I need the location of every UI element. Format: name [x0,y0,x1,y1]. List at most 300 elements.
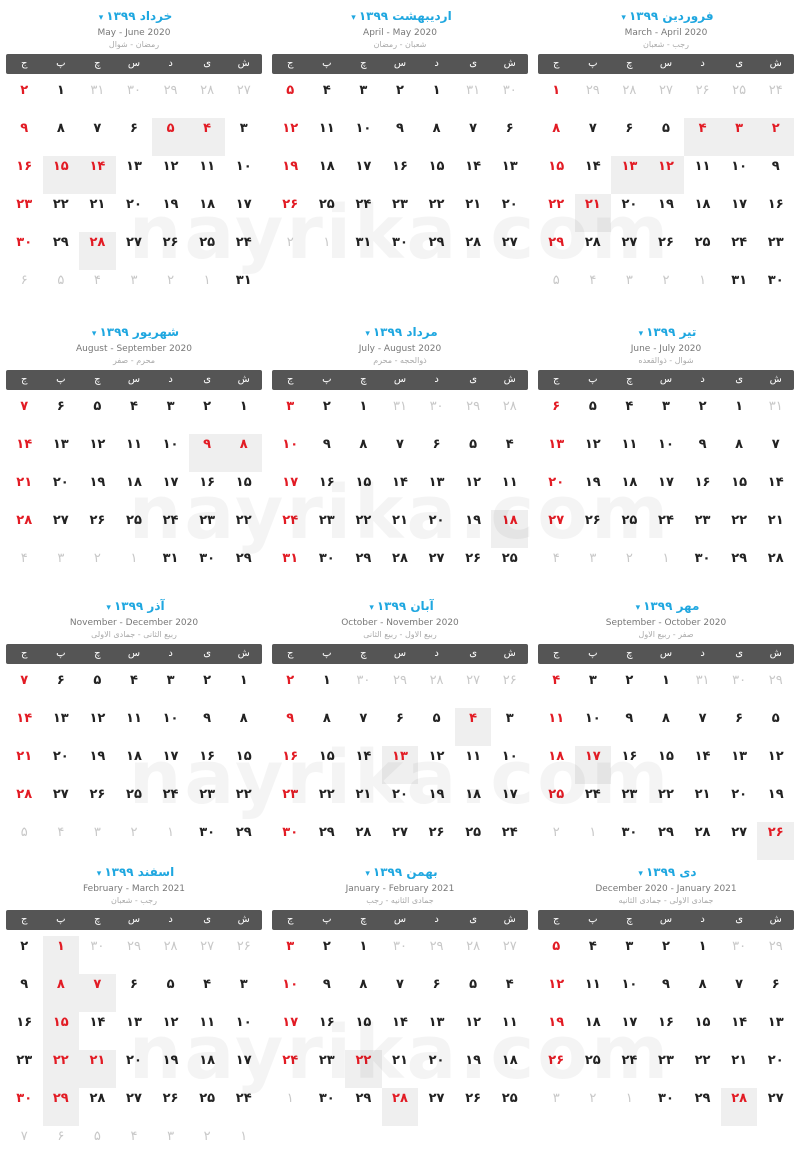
day-cell[interactable] [152,670,189,708]
day-cell[interactable] [152,434,189,472]
day-cell[interactable] [684,670,721,708]
day-cell[interactable] [684,1012,721,1050]
day-cell[interactable] [225,80,262,118]
day-cell[interactable] [79,156,116,194]
day-cell[interactable] [538,708,575,746]
day-cell[interactable] [6,510,43,548]
day-cell[interactable] [575,510,612,548]
day-cell[interactable] [79,118,116,156]
day-cell[interactable] [152,396,189,434]
day-cell[interactable] [418,156,455,194]
day-cell[interactable] [575,974,612,1012]
day-cell[interactable] [152,708,189,746]
day-cell[interactable] [43,1050,80,1088]
day-cell[interactable] [684,784,721,822]
day-cell[interactable] [648,156,685,194]
day-cell[interactable] [309,708,346,746]
day-cell[interactable] [345,822,382,860]
day-cell[interactable] [611,434,648,472]
day-cell[interactable] [757,1050,794,1088]
day-cell[interactable] [611,1050,648,1088]
day-cell[interactable] [43,822,80,860]
day-cell[interactable] [757,670,794,708]
day-cell[interactable] [491,822,528,860]
day-cell[interactable] [721,118,758,156]
day-cell[interactable] [684,232,721,270]
day-cell[interactable] [116,670,153,708]
day-cell[interactable] [6,270,43,308]
day-cell[interactable] [721,80,758,118]
day-cell[interactable] [382,232,419,270]
day-cell[interactable] [491,974,528,1012]
day-cell[interactable] [684,1088,721,1126]
day-cell[interactable] [43,670,80,708]
day-cell[interactable] [189,472,226,510]
day-cell[interactable] [538,118,575,156]
day-cell[interactable] [116,194,153,232]
day-cell[interactable] [272,510,309,548]
day-cell[interactable] [43,1126,80,1164]
day-cell[interactable] [272,434,309,472]
day-cell[interactable] [418,510,455,548]
day-cell[interactable] [43,708,80,746]
month-title-dropdown[interactable] [538,858,794,883]
day-cell[interactable] [418,1088,455,1126]
day-cell[interactable] [538,1088,575,1126]
day-cell[interactable] [345,1050,382,1088]
day-cell[interactable] [757,936,794,974]
day-cell[interactable] [721,156,758,194]
day-cell[interactable] [79,472,116,510]
day-cell[interactable] [79,396,116,434]
day-cell[interactable] [79,822,116,860]
day-cell[interactable] [455,434,492,472]
day-cell[interactable] [611,548,648,586]
day-cell[interactable] [189,784,226,822]
day-cell[interactable] [491,156,528,194]
day-cell[interactable] [757,232,794,270]
day-cell[interactable] [575,1012,612,1050]
day-cell[interactable] [79,434,116,472]
day-cell[interactable] [455,510,492,548]
day-cell[interactable] [43,746,80,784]
day-cell[interactable] [225,510,262,548]
day-cell[interactable] [382,472,419,510]
day-cell[interactable] [225,746,262,784]
day-cell[interactable] [225,548,262,586]
day-cell[interactable] [418,194,455,232]
day-cell[interactable] [116,1126,153,1164]
day-cell[interactable] [684,472,721,510]
day-cell[interactable] [491,670,528,708]
day-cell[interactable] [721,670,758,708]
day-cell[interactable] [611,784,648,822]
day-cell[interactable] [455,118,492,156]
day-cell[interactable] [79,1088,116,1126]
day-cell[interactable] [382,784,419,822]
day-cell[interactable] [418,396,455,434]
day-cell[interactable] [382,548,419,586]
day-cell[interactable] [538,232,575,270]
day-cell[interactable] [79,974,116,1012]
day-cell[interactable] [575,156,612,194]
day-cell[interactable] [382,396,419,434]
day-cell[interactable] [116,708,153,746]
day-cell[interactable] [455,1012,492,1050]
month-title-dropdown[interactable] [6,2,262,27]
day-cell[interactable] [345,1012,382,1050]
day-cell[interactable] [152,822,189,860]
day-cell[interactable] [152,194,189,232]
day-cell[interactable] [225,708,262,746]
day-cell[interactable] [152,270,189,308]
day-cell[interactable] [272,80,309,118]
day-cell[interactable] [757,708,794,746]
day-cell[interactable] [152,548,189,586]
day-cell[interactable] [116,784,153,822]
day-cell[interactable] [6,118,43,156]
day-cell[interactable] [757,974,794,1012]
day-cell[interactable] [382,1050,419,1088]
day-cell[interactable] [575,232,612,270]
day-cell[interactable] [455,822,492,860]
day-cell[interactable] [721,270,758,308]
day-cell[interactable] [721,472,758,510]
day-cell[interactable] [611,270,648,308]
day-cell[interactable] [757,548,794,586]
day-cell[interactable] [6,784,43,822]
day-cell[interactable] [538,974,575,1012]
day-cell[interactable] [418,472,455,510]
day-cell[interactable] [757,118,794,156]
day-cell[interactable] [648,1050,685,1088]
day-cell[interactable] [345,510,382,548]
day-cell[interactable] [345,434,382,472]
day-cell[interactable] [225,118,262,156]
day-cell[interactable] [575,670,612,708]
day-cell[interactable] [538,746,575,784]
day-cell[interactable] [757,80,794,118]
day-cell[interactable] [309,1088,346,1126]
day-cell[interactable] [6,194,43,232]
day-cell[interactable] [611,708,648,746]
day-cell[interactable] [345,118,382,156]
day-cell[interactable] [272,232,309,270]
day-cell[interactable] [648,232,685,270]
day-cell[interactable] [648,80,685,118]
day-cell[interactable] [382,510,419,548]
day-cell[interactable] [79,1012,116,1050]
month-title-dropdown[interactable] [6,318,262,343]
day-cell[interactable] [272,822,309,860]
day-cell[interactable] [538,396,575,434]
day-cell[interactable] [757,1088,794,1126]
day-cell[interactable] [491,746,528,784]
day-cell[interactable] [272,746,309,784]
day-cell[interactable] [455,708,492,746]
day-cell[interactable] [309,974,346,1012]
day-cell[interactable] [611,156,648,194]
day-cell[interactable] [648,194,685,232]
day-cell[interactable] [345,156,382,194]
day-cell[interactable] [611,822,648,860]
day-cell[interactable] [345,232,382,270]
day-cell[interactable] [575,548,612,586]
day-cell[interactable] [309,194,346,232]
day-cell[interactable] [79,510,116,548]
day-cell[interactable] [309,670,346,708]
day-cell[interactable] [189,746,226,784]
day-cell[interactable] [116,1050,153,1088]
day-cell[interactable] [79,936,116,974]
day-cell[interactable] [684,270,721,308]
day-cell[interactable] [455,194,492,232]
day-cell[interactable] [152,974,189,1012]
month-title-dropdown[interactable] [272,592,528,617]
day-cell[interactable] [345,472,382,510]
day-cell[interactable] [116,396,153,434]
day-cell[interactable] [538,670,575,708]
day-cell[interactable] [309,118,346,156]
day-cell[interactable] [225,1012,262,1050]
day-cell[interactable] [309,156,346,194]
day-cell[interactable] [648,270,685,308]
day-cell[interactable] [116,472,153,510]
day-cell[interactable] [43,784,80,822]
day-cell[interactable] [189,1050,226,1088]
day-cell[interactable] [491,510,528,548]
day-cell[interactable] [455,396,492,434]
day-cell[interactable] [455,974,492,1012]
day-cell[interactable] [225,232,262,270]
day-cell[interactable] [491,1012,528,1050]
day-cell[interactable] [538,472,575,510]
day-cell[interactable] [272,708,309,746]
day-cell[interactable] [152,1126,189,1164]
day-cell[interactable] [611,232,648,270]
day-cell[interactable] [538,822,575,860]
day-cell[interactable] [721,974,758,1012]
day-cell[interactable] [309,548,346,586]
day-cell[interactable] [272,670,309,708]
day-cell[interactable] [418,746,455,784]
day-cell[interactable] [116,156,153,194]
day-cell[interactable] [6,670,43,708]
day-cell[interactable] [538,270,575,308]
day-cell[interactable] [43,548,80,586]
day-cell[interactable] [491,708,528,746]
day-cell[interactable] [538,80,575,118]
day-cell[interactable] [455,1088,492,1126]
day-cell[interactable] [225,974,262,1012]
day-cell[interactable] [43,1088,80,1126]
day-cell[interactable] [6,232,43,270]
day-cell[interactable] [6,936,43,974]
day-cell[interactable] [648,510,685,548]
month-title-dropdown[interactable] [538,592,794,617]
day-cell[interactable] [116,1088,153,1126]
day-cell[interactable] [611,936,648,974]
day-cell[interactable] [721,434,758,472]
day-cell[interactable] [382,974,419,1012]
day-cell[interactable] [648,434,685,472]
day-cell[interactable] [611,670,648,708]
day-cell[interactable] [455,746,492,784]
day-cell[interactable] [721,708,758,746]
day-cell[interactable] [189,974,226,1012]
day-cell[interactable] [648,708,685,746]
day-cell[interactable] [189,1088,226,1126]
month-title-dropdown[interactable] [272,2,528,27]
day-cell[interactable] [152,1050,189,1088]
day-cell[interactable] [611,80,648,118]
day-cell[interactable] [43,396,80,434]
day-cell[interactable] [648,974,685,1012]
day-cell[interactable] [382,822,419,860]
day-cell[interactable] [345,194,382,232]
day-cell[interactable] [272,1050,309,1088]
day-cell[interactable] [491,396,528,434]
day-cell[interactable] [684,936,721,974]
day-cell[interactable] [382,746,419,784]
day-cell[interactable] [6,472,43,510]
day-cell[interactable] [538,434,575,472]
day-cell[interactable] [418,118,455,156]
day-cell[interactable] [79,1126,116,1164]
day-cell[interactable] [79,746,116,784]
day-cell[interactable] [491,194,528,232]
day-cell[interactable] [757,434,794,472]
day-cell[interactable] [648,936,685,974]
day-cell[interactable] [721,1012,758,1050]
day-cell[interactable] [611,974,648,1012]
day-cell[interactable] [225,270,262,308]
day-cell[interactable] [382,670,419,708]
day-cell[interactable] [6,80,43,118]
day-cell[interactable] [225,434,262,472]
day-cell[interactable] [575,936,612,974]
day-cell[interactable] [43,1012,80,1050]
day-cell[interactable] [418,80,455,118]
day-cell[interactable] [611,472,648,510]
day-cell[interactable] [648,396,685,434]
day-cell[interactable] [345,746,382,784]
day-cell[interactable] [418,1050,455,1088]
day-cell[interactable] [575,822,612,860]
day-cell[interactable] [721,194,758,232]
day-cell[interactable] [345,548,382,586]
day-cell[interactable] [418,784,455,822]
month-title-dropdown[interactable] [272,858,528,883]
day-cell[interactable] [272,118,309,156]
day-cell[interactable] [116,510,153,548]
day-cell[interactable] [455,670,492,708]
day-cell[interactable] [611,1012,648,1050]
day-cell[interactable] [345,396,382,434]
day-cell[interactable] [189,510,226,548]
day-cell[interactable] [418,974,455,1012]
day-cell[interactable] [538,156,575,194]
day-cell[interactable] [225,936,262,974]
day-cell[interactable] [43,270,80,308]
day-cell[interactable] [382,118,419,156]
day-cell[interactable] [6,708,43,746]
day-cell[interactable] [6,822,43,860]
day-cell[interactable] [309,936,346,974]
day-cell[interactable] [418,232,455,270]
day-cell[interactable] [757,1012,794,1050]
day-cell[interactable] [648,472,685,510]
day-cell[interactable] [79,1050,116,1088]
day-cell[interactable] [152,784,189,822]
day-cell[interactable] [189,936,226,974]
day-cell[interactable] [491,936,528,974]
day-cell[interactable] [491,1050,528,1088]
day-cell[interactable] [418,548,455,586]
day-cell[interactable] [757,270,794,308]
day-cell[interactable] [152,1088,189,1126]
day-cell[interactable] [116,434,153,472]
day-cell[interactable] [455,156,492,194]
day-cell[interactable] [116,270,153,308]
day-cell[interactable] [116,936,153,974]
day-cell[interactable] [684,434,721,472]
day-cell[interactable] [152,1012,189,1050]
day-cell[interactable] [272,974,309,1012]
day-cell[interactable] [491,472,528,510]
day-cell[interactable] [225,784,262,822]
day-cell[interactable] [189,708,226,746]
day-cell[interactable] [272,784,309,822]
day-cell[interactable] [309,1012,346,1050]
day-cell[interactable] [6,1088,43,1126]
day-cell[interactable] [684,396,721,434]
day-cell[interactable] [684,974,721,1012]
day-cell[interactable] [418,434,455,472]
day-cell[interactable] [43,472,80,510]
day-cell[interactable] [721,548,758,586]
day-cell[interactable] [225,156,262,194]
day-cell[interactable] [611,194,648,232]
day-cell[interactable] [491,80,528,118]
day-cell[interactable] [491,1088,528,1126]
day-cell[interactable] [538,1050,575,1088]
day-cell[interactable] [418,1012,455,1050]
day-cell[interactable] [382,194,419,232]
day-cell[interactable] [6,548,43,586]
day-cell[interactable] [684,1050,721,1088]
day-cell[interactable] [684,510,721,548]
day-cell[interactable] [648,822,685,860]
day-cell[interactable] [43,194,80,232]
day-cell[interactable] [418,936,455,974]
day-cell[interactable] [721,232,758,270]
day-cell[interactable] [345,974,382,1012]
day-cell[interactable] [79,194,116,232]
day-cell[interactable] [225,1050,262,1088]
day-cell[interactable] [272,1012,309,1050]
day-cell[interactable] [272,156,309,194]
day-cell[interactable] [538,194,575,232]
day-cell[interactable] [6,1126,43,1164]
day-cell[interactable] [757,194,794,232]
day-cell[interactable] [611,1088,648,1126]
day-cell[interactable] [418,822,455,860]
day-cell[interactable] [272,472,309,510]
day-cell[interactable] [757,156,794,194]
day-cell[interactable] [382,1012,419,1050]
day-cell[interactable] [491,784,528,822]
